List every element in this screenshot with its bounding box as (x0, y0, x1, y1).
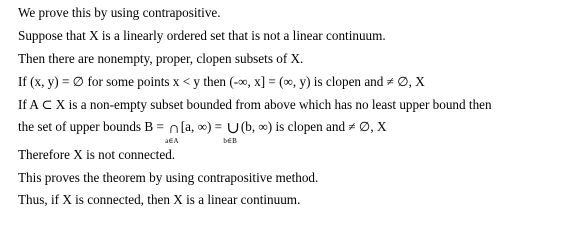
upper-bounds-prefix: the set of upper bounds B = (18, 119, 168, 134)
intersection-symbol (165, 120, 180, 145)
union-index: b∈B (223, 137, 237, 145)
proof-line-6 (18, 119, 387, 145)
proof-line-1: We prove this by using contrapositive. (18, 5, 221, 20)
intersection-glyph: ∩ (168, 120, 180, 137)
union-symbol (223, 120, 240, 145)
proof-line-4: If (x, y) = ∅ for some points x < y then (-∞, x] = (∞, y) is clopen and ≠ ∅, X (18, 74, 425, 89)
intersection-index: a∈A (165, 137, 179, 145)
proof-line-5: If A ⊂ X is a non-empty subset bounded from above which has no least upper bound then (18, 97, 492, 112)
upper-bounds-middle: [a, ∞) = (180, 119, 226, 134)
union-glyph: ∪ (226, 120, 240, 137)
proof-line-8: This proves the theorem by using contrapositive method. (18, 170, 319, 185)
proof-line-9: Thus, if X is connected, then X is a linear continuum. (18, 192, 301, 207)
proof-line-3: Then there are nonempty, proper, clopen subsets of X. (18, 51, 304, 66)
proof-line-7: Therefore X is not connected. (18, 147, 176, 162)
upper-bounds-suffix: (b, ∞) is clopen and ≠ ∅, X (240, 119, 387, 134)
proof-line-2: Suppose that X is a linearly ordered set that is not a linear continuum. (18, 28, 386, 43)
